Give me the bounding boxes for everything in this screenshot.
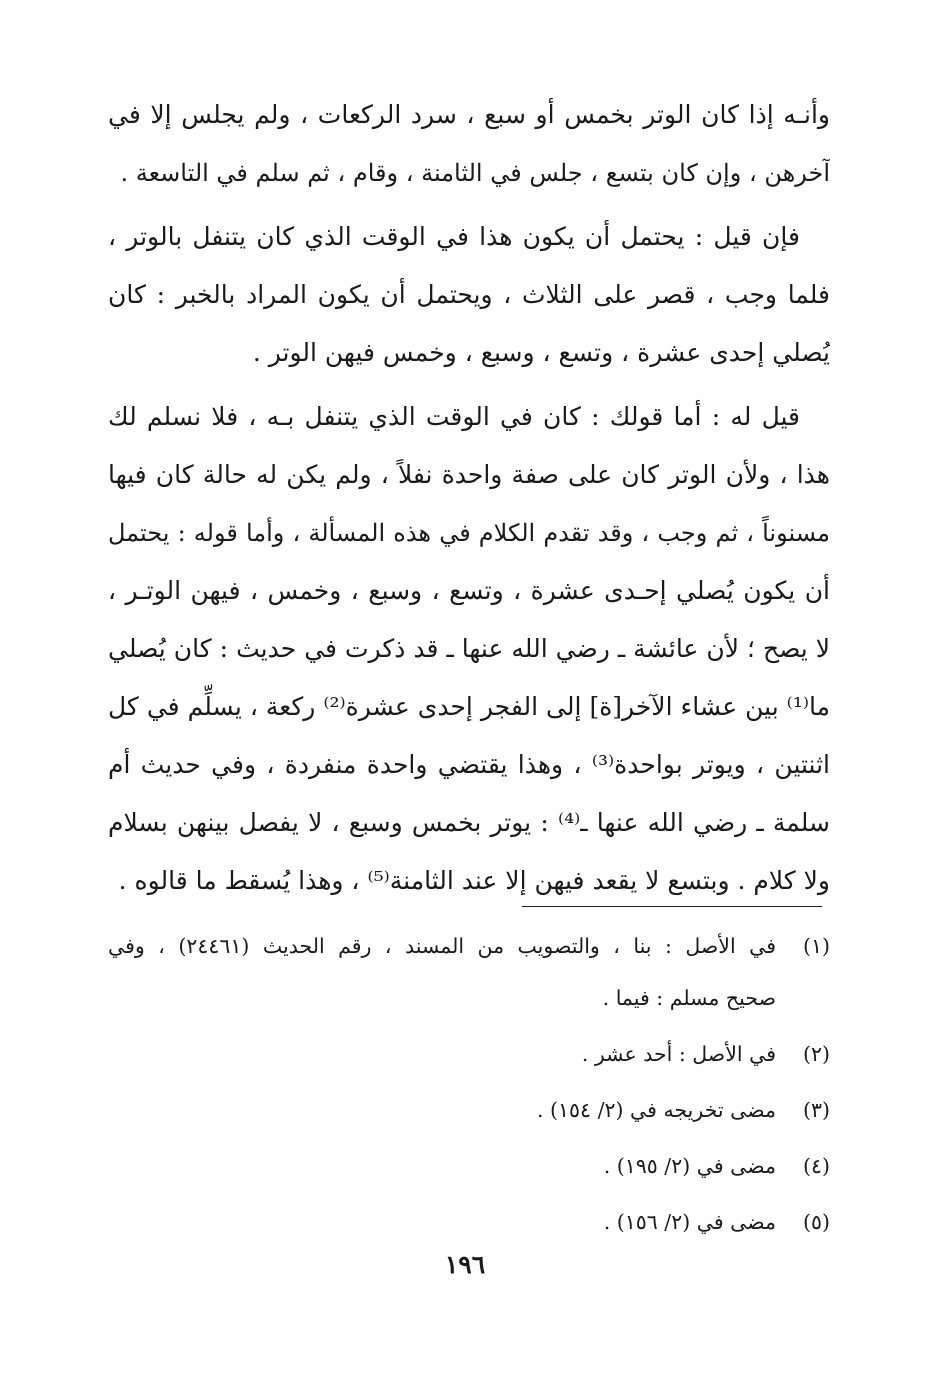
footnote-text: مضى في (٢/ ١٩٥) .: [603, 1154, 776, 1178]
text-line: اثنتين ، ويوتر بواحدة⁽³⁾ ، وهذا يقتضي واحدة منفردة ، وفي حديث أم: [108, 750, 830, 779]
text-line: وأنـه إذا كان الوتر بخمس أو سبع ، سرد الركعات ، ولم يجلس إلا في: [108, 100, 830, 129]
footnote: [108, 1196, 830, 1248]
text-line: فلما وجب ، قصر على الثلاث ، ويحتمل أن يكون المراد بالخبر : كان: [108, 280, 830, 309]
text-line: سلمة ـ رضي الله عنها ـ⁽⁴⁾ : يوتر بخمس وسبع ، لا يفصل بينهن بسلام: [108, 808, 830, 837]
text-line: لا يصح ؛ لأن عائشة ـ رضي الله عنها ـ قد ذكرت في حديث : كان يُصلي: [108, 634, 830, 663]
footnote-text: في الأصل : أحد عشر .: [581, 1042, 776, 1066]
footnote-text: مضى تخريجه في (٢/ ١٥٤) .: [537, 1098, 776, 1122]
main-text: [108, 86, 830, 910]
footnote-number: (١): [802, 934, 830, 958]
text-line: ولا كلام . وبتسع لا يقعد فيهن إلا عند الثامنة⁽⁵⁾ ، وهذا يُسقط ما قالوه .: [118, 866, 830, 895]
paragraph: [108, 208, 830, 382]
text-line: أن يكون يُصلي إحـدى عشرة ، وتسع ، وسبع ، وخمس ، فيهن الوتـر ،: [108, 576, 830, 605]
footnote-text: في الأصل : بنا ، والتصويب من المسند ، رقم الحديث (٢٤٤٦١) ، وفي: [108, 934, 776, 958]
footnote: [108, 920, 830, 1024]
page-number: ١٩٦: [444, 1250, 486, 1279]
paragraph: [108, 388, 830, 910]
footnote: [108, 1028, 830, 1080]
footnote-number: (٣): [802, 1098, 830, 1122]
footnote-number: (٤): [802, 1154, 830, 1178]
paragraph: [108, 86, 830, 202]
footnote: [108, 1084, 830, 1136]
footnote: [108, 1140, 830, 1192]
text-line: هذا ، ولأن الوتر كان على صفة واحدة نفلاً ، ولم يكن له حالة كان فيها: [108, 460, 830, 489]
text-line: مسنوناً ، ثم وجب ، وقد تقدم الكلام في هذه المسألة ، وأما قوله : يحتمل: [108, 519, 830, 547]
footnote-number: (٥): [802, 1210, 830, 1234]
footnote-text: مضى في (٢/ ١٥٦) .: [603, 1210, 776, 1234]
footnote-text: صحيح مسلم : فيما .: [602, 986, 776, 1010]
text-line: فإن قيل : يحتمل أن يكون هذا في الوقت الذي كان يتنفل بالوتر ،: [108, 222, 800, 251]
footnote-separator: [522, 906, 822, 907]
text-line: ما⁽¹⁾ بين عشاء الآخر[ة] إلى الفجر إحدى عشرة⁽²⁾ ركعة ، يسلِّم في كل: [108, 692, 830, 721]
text-line: قيل له : أما قولك : كان في الوقت الذي يتنفل بـه ، فلا نسلم لك: [108, 402, 800, 431]
text-line: آخرهن ، وإن كان بتسع ، جلس في الثامنة ، وقام ، ثم سلم في التاسعة .: [120, 159, 830, 187]
text-line: يُصلي إحدى عشرة ، وتسع ، وسبع ، وخمس فيهن الوتر .: [252, 338, 830, 367]
footnote-number: (٢): [802, 1042, 830, 1066]
footnotes: [108, 920, 830, 1252]
